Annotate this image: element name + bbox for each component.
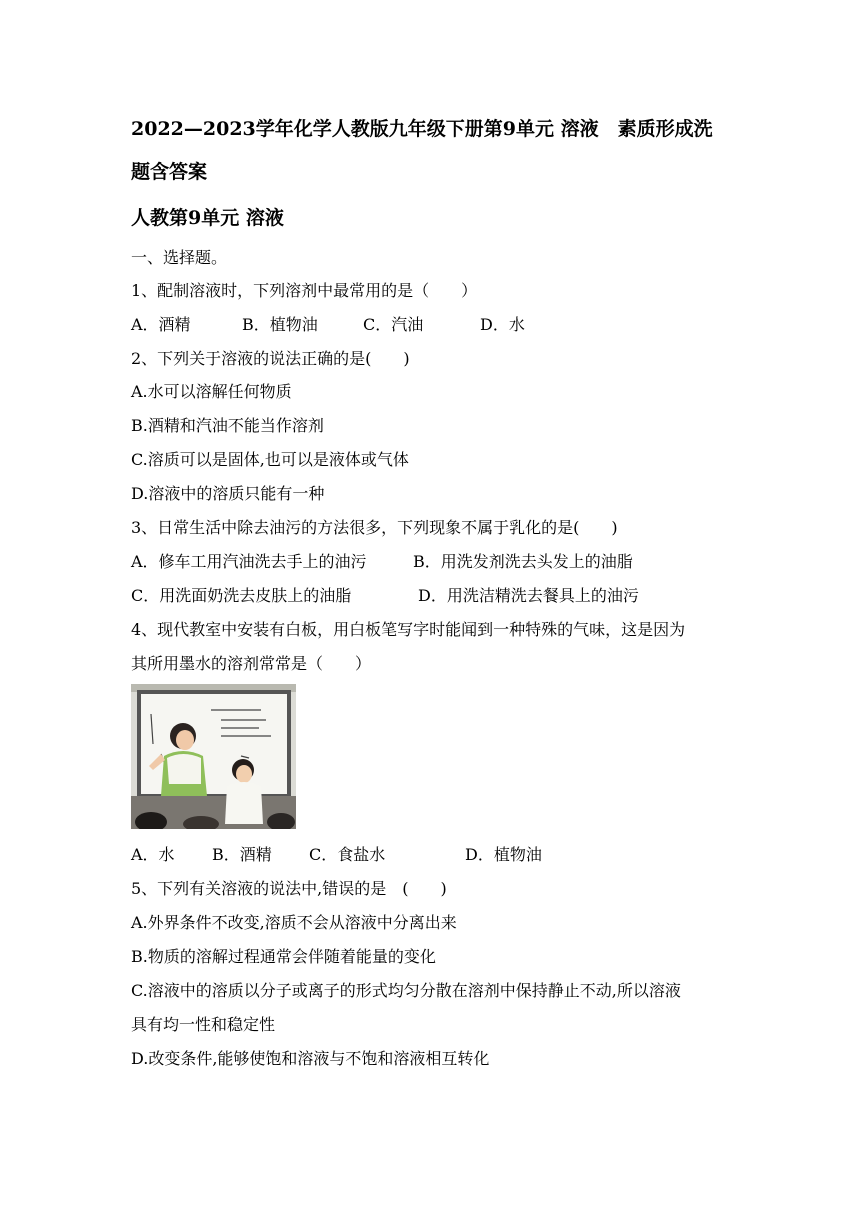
- question-5-option-c-continued: 具有均一性和稳定性: [131, 1015, 276, 1034]
- question-5-option-d: D.改变条件,能够使饱和溶液与不饱和溶液相互转化: [131, 1049, 490, 1068]
- document-title-line-1: 2022—2023学年化学人教版九年级下册第9单元 溶液 素质形成洗: [131, 118, 713, 140]
- classroom-whiteboard-photo: [131, 684, 296, 829]
- question-2-option-b: B.酒精和汽油不能当作溶剂: [131, 416, 324, 435]
- question-4-stem-line-2: 其所用墨水的溶剂常常是（ ）: [131, 654, 372, 673]
- question-2-stem: 2、下列关于溶液的说法正确的是( ): [131, 349, 410, 368]
- question-4-stem-line-1: 4、现代教室中安装有白板，用白板笔写字时能闻到一种特殊的气味，这是因为: [131, 620, 686, 639]
- question-3-option-d: D．用洗洁精洗去餐具上的油污: [418, 586, 639, 605]
- question-1-option-a: A．酒精: [131, 315, 191, 334]
- question-2-option-d: D.溶液中的溶质只能有一种: [131, 484, 325, 503]
- question-3-option-b: B．用洗发剂洗去头发上的油脂: [413, 552, 633, 571]
- section-heading: 一、选择题。: [131, 248, 228, 267]
- question-3-option-a: A．修车工用汽油洗去手上的油污: [131, 552, 367, 571]
- document-title-line-2: 题含答案: [131, 161, 208, 183]
- question-1-option-c: C．汽油: [363, 315, 424, 334]
- question-4-option-d: D．植物油: [465, 845, 542, 864]
- question-5-option-a: A.外界条件不改变,溶质不会从溶液中分离出来: [131, 913, 457, 932]
- question-4-option-b: B．酒精: [212, 845, 272, 864]
- question-4-option-a: A．水: [131, 845, 175, 864]
- question-1-option-b: B．植物油: [242, 315, 318, 334]
- question-1-stem: 1、配制溶液时，下列溶剂中最常用的是（ ）: [131, 281, 478, 300]
- question-5-option-b: B.物质的溶解过程通常会伴随着能量的变化: [131, 947, 436, 966]
- unit-subtitle: 人教第9单元 溶液: [131, 207, 284, 229]
- question-5-stem: 5、下列有关溶液的说法中,错误的是 ( ): [131, 879, 447, 898]
- question-3-stem: 3、日常生活中除去油污的方法很多，下列现象不属于乳化的是( ): [131, 518, 618, 537]
- question-2-option-a: A.水可以溶解任何物质: [131, 382, 292, 401]
- question-3-option-c: C．用洗面奶洗去皮肤上的油脂: [131, 586, 352, 605]
- question-4-option-c: C．食盐水: [309, 845, 386, 864]
- question-2-option-c: C.溶质可以是固体,也可以是液体或气体: [131, 450, 409, 469]
- question-1-option-d: D．水: [480, 315, 525, 334]
- question-5-option-c: C.溶液中的溶质以分子或离子的形式均匀分散在溶剂中保持静止不动,所以溶液: [131, 981, 681, 1000]
